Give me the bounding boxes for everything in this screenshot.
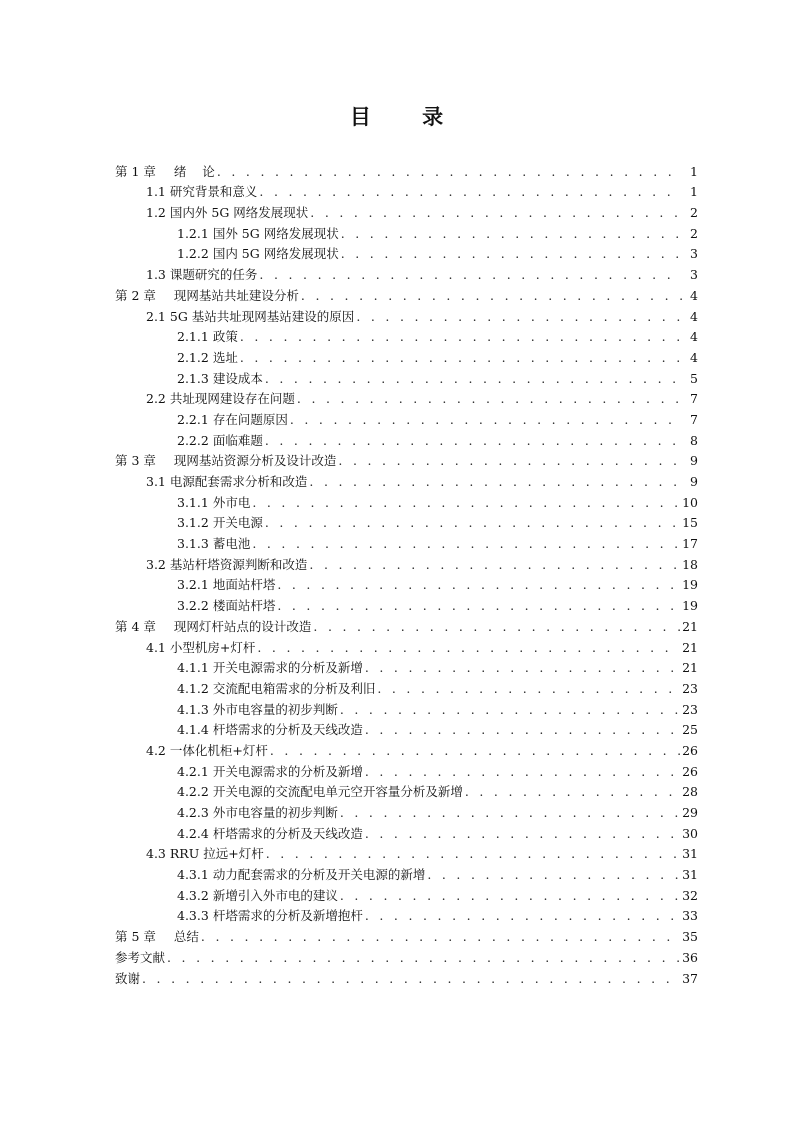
toc-entry-title: RRU 拉远+灯杆 xyxy=(169,846,264,862)
toc-dot-leader xyxy=(465,784,680,799)
toc-dot-leader xyxy=(265,433,682,448)
toc-entry-number: 3.1.1 xyxy=(177,494,209,510)
toc-entry-title: 致谢 xyxy=(115,970,141,986)
toc-entry-title: 课题研究的任务 xyxy=(169,267,258,283)
toc-entry-title: 现网基站资源分析及设计改造 xyxy=(173,453,337,469)
toc-entry-label xyxy=(177,433,265,448)
toc-entry-title: 研究背景和意义 xyxy=(169,184,258,200)
toc-entry-number: 第 5 章 xyxy=(115,929,156,945)
toc-page-number: 30 xyxy=(682,825,698,841)
toc-page-number: 21 xyxy=(682,618,698,634)
toc-entry-number: 4.3.1 xyxy=(177,867,209,883)
toc-entry-number: 第 1 章 xyxy=(115,163,156,179)
toc-entry-label xyxy=(146,205,310,220)
toc-entry[interactable] xyxy=(115,655,698,676)
toc-entry[interactable] xyxy=(115,675,698,696)
toc-dot-leader xyxy=(301,288,682,303)
toc-entry-number: 3.2.1 xyxy=(177,577,209,593)
toc-entry[interactable] xyxy=(115,613,698,634)
toc-entry-number: 1.1 xyxy=(146,184,166,200)
toc-dot-leader xyxy=(340,702,680,717)
toc-entry-number: 1.3 xyxy=(146,267,166,283)
toc-entry-title: 交流配电箱需求的分析及利旧 xyxy=(212,680,376,696)
toc-entry-label xyxy=(177,702,340,717)
toc-entry-number: 2.1 xyxy=(146,308,166,324)
toc-entry-label xyxy=(177,226,341,241)
toc-entry-number: 3.2.2 xyxy=(177,598,209,614)
toc-entry-number: 4.1.4 xyxy=(177,722,209,738)
toc-page-number: 25 xyxy=(682,722,698,738)
toc-dot-leader xyxy=(259,267,682,282)
toc-page-number: 8 xyxy=(690,432,698,448)
toc-entry-number: 4.1.3 xyxy=(177,701,209,717)
toc-entry-label xyxy=(177,867,427,882)
toc-dot-leader xyxy=(167,950,680,965)
toc-page-number: 23 xyxy=(682,680,698,696)
toc-entry-number: 1.2.2 xyxy=(177,246,209,262)
toc-entry-number: 2.2 xyxy=(146,391,166,407)
toc-entry-label xyxy=(115,453,338,468)
toc-page-number: 4 xyxy=(690,308,698,324)
toc-page-number: 35 xyxy=(682,929,698,945)
toc-dot-leader xyxy=(240,329,682,344)
toc-page-number: 31 xyxy=(682,867,698,883)
toc-dot-leader xyxy=(277,577,680,592)
toc-dot-leader xyxy=(257,640,680,655)
toc-entry[interactable] xyxy=(115,861,698,882)
toc-entry-label xyxy=(177,681,377,696)
toc-page-number: 28 xyxy=(682,784,698,800)
toc-entry-label xyxy=(115,164,217,179)
toc-entry[interactable] xyxy=(115,468,698,489)
toc-entry-title: 杆塔需求的分析及新增抱杆 xyxy=(212,908,363,924)
toc-dot-leader xyxy=(365,764,680,779)
toc-entry-number: 4.1 xyxy=(146,639,166,655)
table-of-contents xyxy=(115,158,698,986)
toc-entry-title: 国内外 5G 网络发展现状 xyxy=(169,205,309,221)
toc-entry-label xyxy=(146,640,257,655)
toc-entry-number: 4.3.2 xyxy=(177,887,209,903)
toc-entry[interactable] xyxy=(115,179,698,200)
toc-entry[interactable] xyxy=(115,923,698,944)
toc-page-number: 9 xyxy=(690,474,698,489)
toc-entry[interactable] xyxy=(115,799,698,820)
toc-dot-leader xyxy=(365,722,680,737)
toc-page-number: 31 xyxy=(682,846,698,862)
toc-entry-label xyxy=(115,288,301,303)
toc-entry-label xyxy=(177,371,265,386)
toc-entry[interactable] xyxy=(115,489,698,510)
toc-entry-title: 电源配套需求分析和改造 xyxy=(169,474,308,489)
toc-dot-leader xyxy=(266,846,680,861)
toc-entry-label xyxy=(115,971,142,986)
toc-entry[interactable] xyxy=(115,737,698,758)
toc-dot-leader xyxy=(341,246,682,261)
toc-entry[interactable] xyxy=(115,510,698,531)
toc-entry-label xyxy=(146,391,297,406)
toc-entry[interactable] xyxy=(115,427,698,448)
toc-page-number: 4 xyxy=(690,329,698,345)
toc-entry-label xyxy=(146,184,259,199)
toc-entry[interactable] xyxy=(115,634,698,655)
toc-page-number: 1 xyxy=(690,184,698,200)
toc-dot-leader xyxy=(310,205,682,220)
toc-entry-title: 外市电容量的初步判断 xyxy=(212,805,338,820)
toc-dot-leader xyxy=(290,412,682,427)
toc-entry-label xyxy=(115,929,201,944)
toc-entry-title: 开关电源需求的分析及新增 xyxy=(212,660,363,676)
toc-dot-leader xyxy=(252,495,680,510)
toc-entry-title: 新增引入外市电的建议 xyxy=(212,887,338,903)
toc-page-number: 33 xyxy=(682,908,698,924)
toc-entry[interactable] xyxy=(115,551,698,572)
toc-entry-title: 总结 xyxy=(173,929,199,945)
toc-entry[interactable] xyxy=(115,696,698,717)
toc-entry-number: 2.1.3 xyxy=(177,370,209,386)
toc-entry-label xyxy=(177,908,365,923)
toc-entry[interactable] xyxy=(115,592,698,613)
toc-entry-title: 杆塔需求的分析及天线改造 xyxy=(212,825,363,841)
toc-entry[interactable] xyxy=(115,158,698,179)
toc-entry-number: 第 2 章 xyxy=(115,287,156,303)
toc-entry-label xyxy=(177,515,265,530)
toc-entry-number: 1.2.1 xyxy=(177,225,209,241)
toc-entry[interactable] xyxy=(115,282,698,303)
toc-entry-title: 楼面站杆塔 xyxy=(212,598,276,614)
toc-page-number: 15 xyxy=(682,515,698,531)
toc-entry-title: 绪 论 xyxy=(173,163,215,179)
toc-entry-number: 第 4 章 xyxy=(115,618,156,634)
toc-entry-title: 建设成本 xyxy=(212,370,263,386)
toc-entry-title: 共址现网建设存在问题 xyxy=(169,391,295,407)
toc-dot-leader xyxy=(427,867,680,882)
toc-entry[interactable] xyxy=(115,882,698,903)
toc-entry-label xyxy=(115,950,167,965)
toc-page-number: 18 xyxy=(682,556,698,572)
toc-entry-label xyxy=(177,764,365,779)
toc-page-number: 21 xyxy=(682,639,698,655)
toc-dot-leader xyxy=(265,371,682,386)
toc-entry-number: 4.2.1 xyxy=(177,763,209,779)
toc-page-number: 2 xyxy=(690,225,698,241)
toc-page-number: 7 xyxy=(690,411,698,427)
toc-dot-leader xyxy=(365,660,680,675)
toc-entry-title: 杆塔需求的分析及天线改造 xyxy=(212,722,363,738)
toc-entry[interactable] xyxy=(115,779,698,800)
toc-entry-number: 2.1.1 xyxy=(177,329,209,345)
toc-entry-number: 3.1.2 xyxy=(177,515,209,531)
toc-entry[interactable] xyxy=(115,944,698,965)
toc-entry-title: 面临难题 xyxy=(212,432,263,448)
toc-page-number: 19 xyxy=(682,577,698,593)
toc-entry-number: 2.2.2 xyxy=(177,432,209,448)
toc-page-number: 9 xyxy=(690,453,698,469)
toc-page-number: 21 xyxy=(682,660,698,676)
toc-entry-title: 国内 5G 网络发展现状 xyxy=(212,246,339,262)
page-title: 目 录 xyxy=(349,104,466,129)
toc-page-number: 29 xyxy=(682,805,698,820)
toc-entry-title: 外市电 xyxy=(212,494,251,510)
toc-dot-leader xyxy=(217,164,682,179)
toc-entry-title: 开关电源的交流配电单元空开容量分析及新增 xyxy=(212,784,463,800)
toc-entry-label xyxy=(177,246,341,261)
toc-page-number: 3 xyxy=(690,267,698,283)
toc-entry-number: 4.1.2 xyxy=(177,680,209,696)
toc-entry-label xyxy=(146,267,259,282)
toc-dot-leader xyxy=(377,681,680,696)
toc-entry[interactable] xyxy=(115,241,698,262)
toc-entry[interactable] xyxy=(115,965,698,986)
toc-entry-number: 3.1 xyxy=(146,474,166,489)
toc-entry[interactable] xyxy=(115,841,698,862)
toc-entry-title: 动力配套需求的分析及开关电源的新增 xyxy=(212,867,426,883)
toc-entry[interactable] xyxy=(115,406,698,427)
toc-entry[interactable] xyxy=(115,530,698,551)
toc-entry-label xyxy=(177,495,252,510)
toc-entry-title: 地面站杆塔 xyxy=(212,577,276,593)
toc-entry-label xyxy=(177,536,252,551)
toc-page-number: 19 xyxy=(682,598,698,614)
toc-entry[interactable] xyxy=(115,820,698,841)
toc-dot-leader xyxy=(365,908,680,923)
toc-entry-title: 外市电容量的初步判断 xyxy=(212,701,338,717)
toc-dot-leader xyxy=(142,971,680,986)
toc-entry-title: 现网基站共址建设分析 xyxy=(173,287,299,303)
toc-entry-label xyxy=(177,826,365,841)
toc-entry-label xyxy=(177,329,240,344)
toc-page-number: 10 xyxy=(682,494,698,510)
toc-entry-number: 2.1.2 xyxy=(177,349,209,365)
toc-entry-label xyxy=(146,846,266,861)
toc-dot-leader xyxy=(338,453,682,468)
toc-entry-number: 2.2.1 xyxy=(177,411,209,427)
toc-entry-label xyxy=(146,474,309,489)
toc-entry-number: 4.2.3 xyxy=(177,805,209,820)
toc-entry-label xyxy=(146,309,356,324)
toc-dot-leader xyxy=(259,184,682,199)
toc-dot-leader xyxy=(341,226,682,241)
toc-entry-title: 基站杆塔资源判断和改造 xyxy=(169,556,308,572)
toc-entry-label xyxy=(115,619,313,634)
toc-dot-leader xyxy=(340,888,680,903)
toc-entry[interactable] xyxy=(115,220,698,241)
toc-page-number: 37 xyxy=(682,970,698,986)
toc-dot-leader xyxy=(313,619,680,634)
toc-entry-label xyxy=(177,888,340,903)
toc-entry-label xyxy=(177,722,365,737)
toc-page-number: 4 xyxy=(690,287,698,303)
toc-dot-leader xyxy=(309,557,680,572)
toc-entry-title: 蓄电池 xyxy=(212,536,251,552)
toc-entry-number: 1.2 xyxy=(146,205,166,221)
toc-entry-title: 开关电源需求的分析及新增 xyxy=(212,763,363,779)
toc-entry-label xyxy=(146,557,309,572)
toc-entry[interactable] xyxy=(115,758,698,779)
toc-entry-title: 存在问题原因 xyxy=(212,411,288,427)
toc-entry-number: 3.2 xyxy=(146,556,166,572)
toc-page-number: 36 xyxy=(682,949,698,965)
toc-entry-title: 一体化机柜+灯杆 xyxy=(169,742,268,758)
toc-entry[interactable] xyxy=(115,386,698,407)
toc-page-number: 32 xyxy=(682,887,698,903)
toc-dot-leader xyxy=(240,350,682,365)
toc-dot-leader xyxy=(277,598,680,613)
toc-page-number: 2 xyxy=(690,205,698,221)
toc-entry-title: 参考文献 xyxy=(115,949,166,965)
toc-entry[interactable] xyxy=(115,365,698,386)
toc-entry-title: 小型机房+灯杆 xyxy=(169,639,256,655)
toc-entry-number: 4.2 xyxy=(146,742,166,758)
toc-page-number: 17 xyxy=(682,536,698,552)
toc-entry-label xyxy=(177,805,340,820)
toc-entry[interactable] xyxy=(115,572,698,593)
toc-entry-label xyxy=(177,577,277,592)
toc-page-number: 26 xyxy=(682,763,698,779)
toc-entry-title: 5G 基站共址现网基站建设的原因 xyxy=(169,308,355,324)
toc-entry-number: 4.3 xyxy=(146,846,166,862)
toc-entry[interactable] xyxy=(115,448,698,469)
toc-entry-number: 4.2.2 xyxy=(177,784,209,800)
toc-entry-label xyxy=(177,598,277,613)
toc-entry-title: 政策 xyxy=(212,329,238,345)
toc-entry-number: 3.1.3 xyxy=(177,536,209,552)
toc-entry-label xyxy=(146,743,270,758)
toc-entry[interactable] xyxy=(115,324,698,345)
toc-page-number: 5 xyxy=(690,370,698,386)
toc-entry[interactable] xyxy=(115,199,698,220)
toc-page-number: 1 xyxy=(690,163,698,179)
toc-dot-leader xyxy=(297,391,682,406)
toc-page-number: 4 xyxy=(690,349,698,365)
toc-entry-title: 开关电源 xyxy=(212,515,263,531)
toc-dot-leader xyxy=(270,743,680,758)
toc-entry[interactable] xyxy=(115,903,698,924)
toc-entry-label xyxy=(177,660,365,675)
toc-entry[interactable] xyxy=(115,344,698,365)
toc-entry-title: 国外 5G 网络发展现状 xyxy=(212,225,339,241)
toc-entry-number: 第 3 章 xyxy=(115,453,156,469)
toc-entry-title: 现网灯杆站点的设计改造 xyxy=(173,618,312,634)
toc-dot-leader xyxy=(201,929,680,944)
toc-page-number: 23 xyxy=(682,701,698,717)
toc-entry[interactable] xyxy=(115,303,698,324)
toc-entry-label xyxy=(177,350,240,365)
toc-page-number: 7 xyxy=(690,391,698,407)
toc-entry[interactable] xyxy=(115,717,698,738)
toc-dot-leader xyxy=(252,536,680,551)
toc-dot-leader xyxy=(309,474,682,489)
toc-dot-leader xyxy=(340,805,680,820)
toc-entry-label xyxy=(177,412,290,427)
toc-dot-leader xyxy=(265,515,680,530)
toc-entry-label xyxy=(177,784,465,799)
toc-page-number: 3 xyxy=(690,246,698,262)
toc-entry[interactable] xyxy=(115,261,698,282)
toc-entry-number: 4.3.3 xyxy=(177,908,209,924)
toc-entry-number: 4.1.1 xyxy=(177,660,209,676)
toc-dot-leader xyxy=(365,826,680,841)
toc-page-number: 26 xyxy=(682,742,698,758)
toc-dot-leader xyxy=(356,309,682,324)
toc-entry-number: 4.2.4 xyxy=(177,825,209,841)
toc-entry-title: 选址 xyxy=(212,349,238,365)
